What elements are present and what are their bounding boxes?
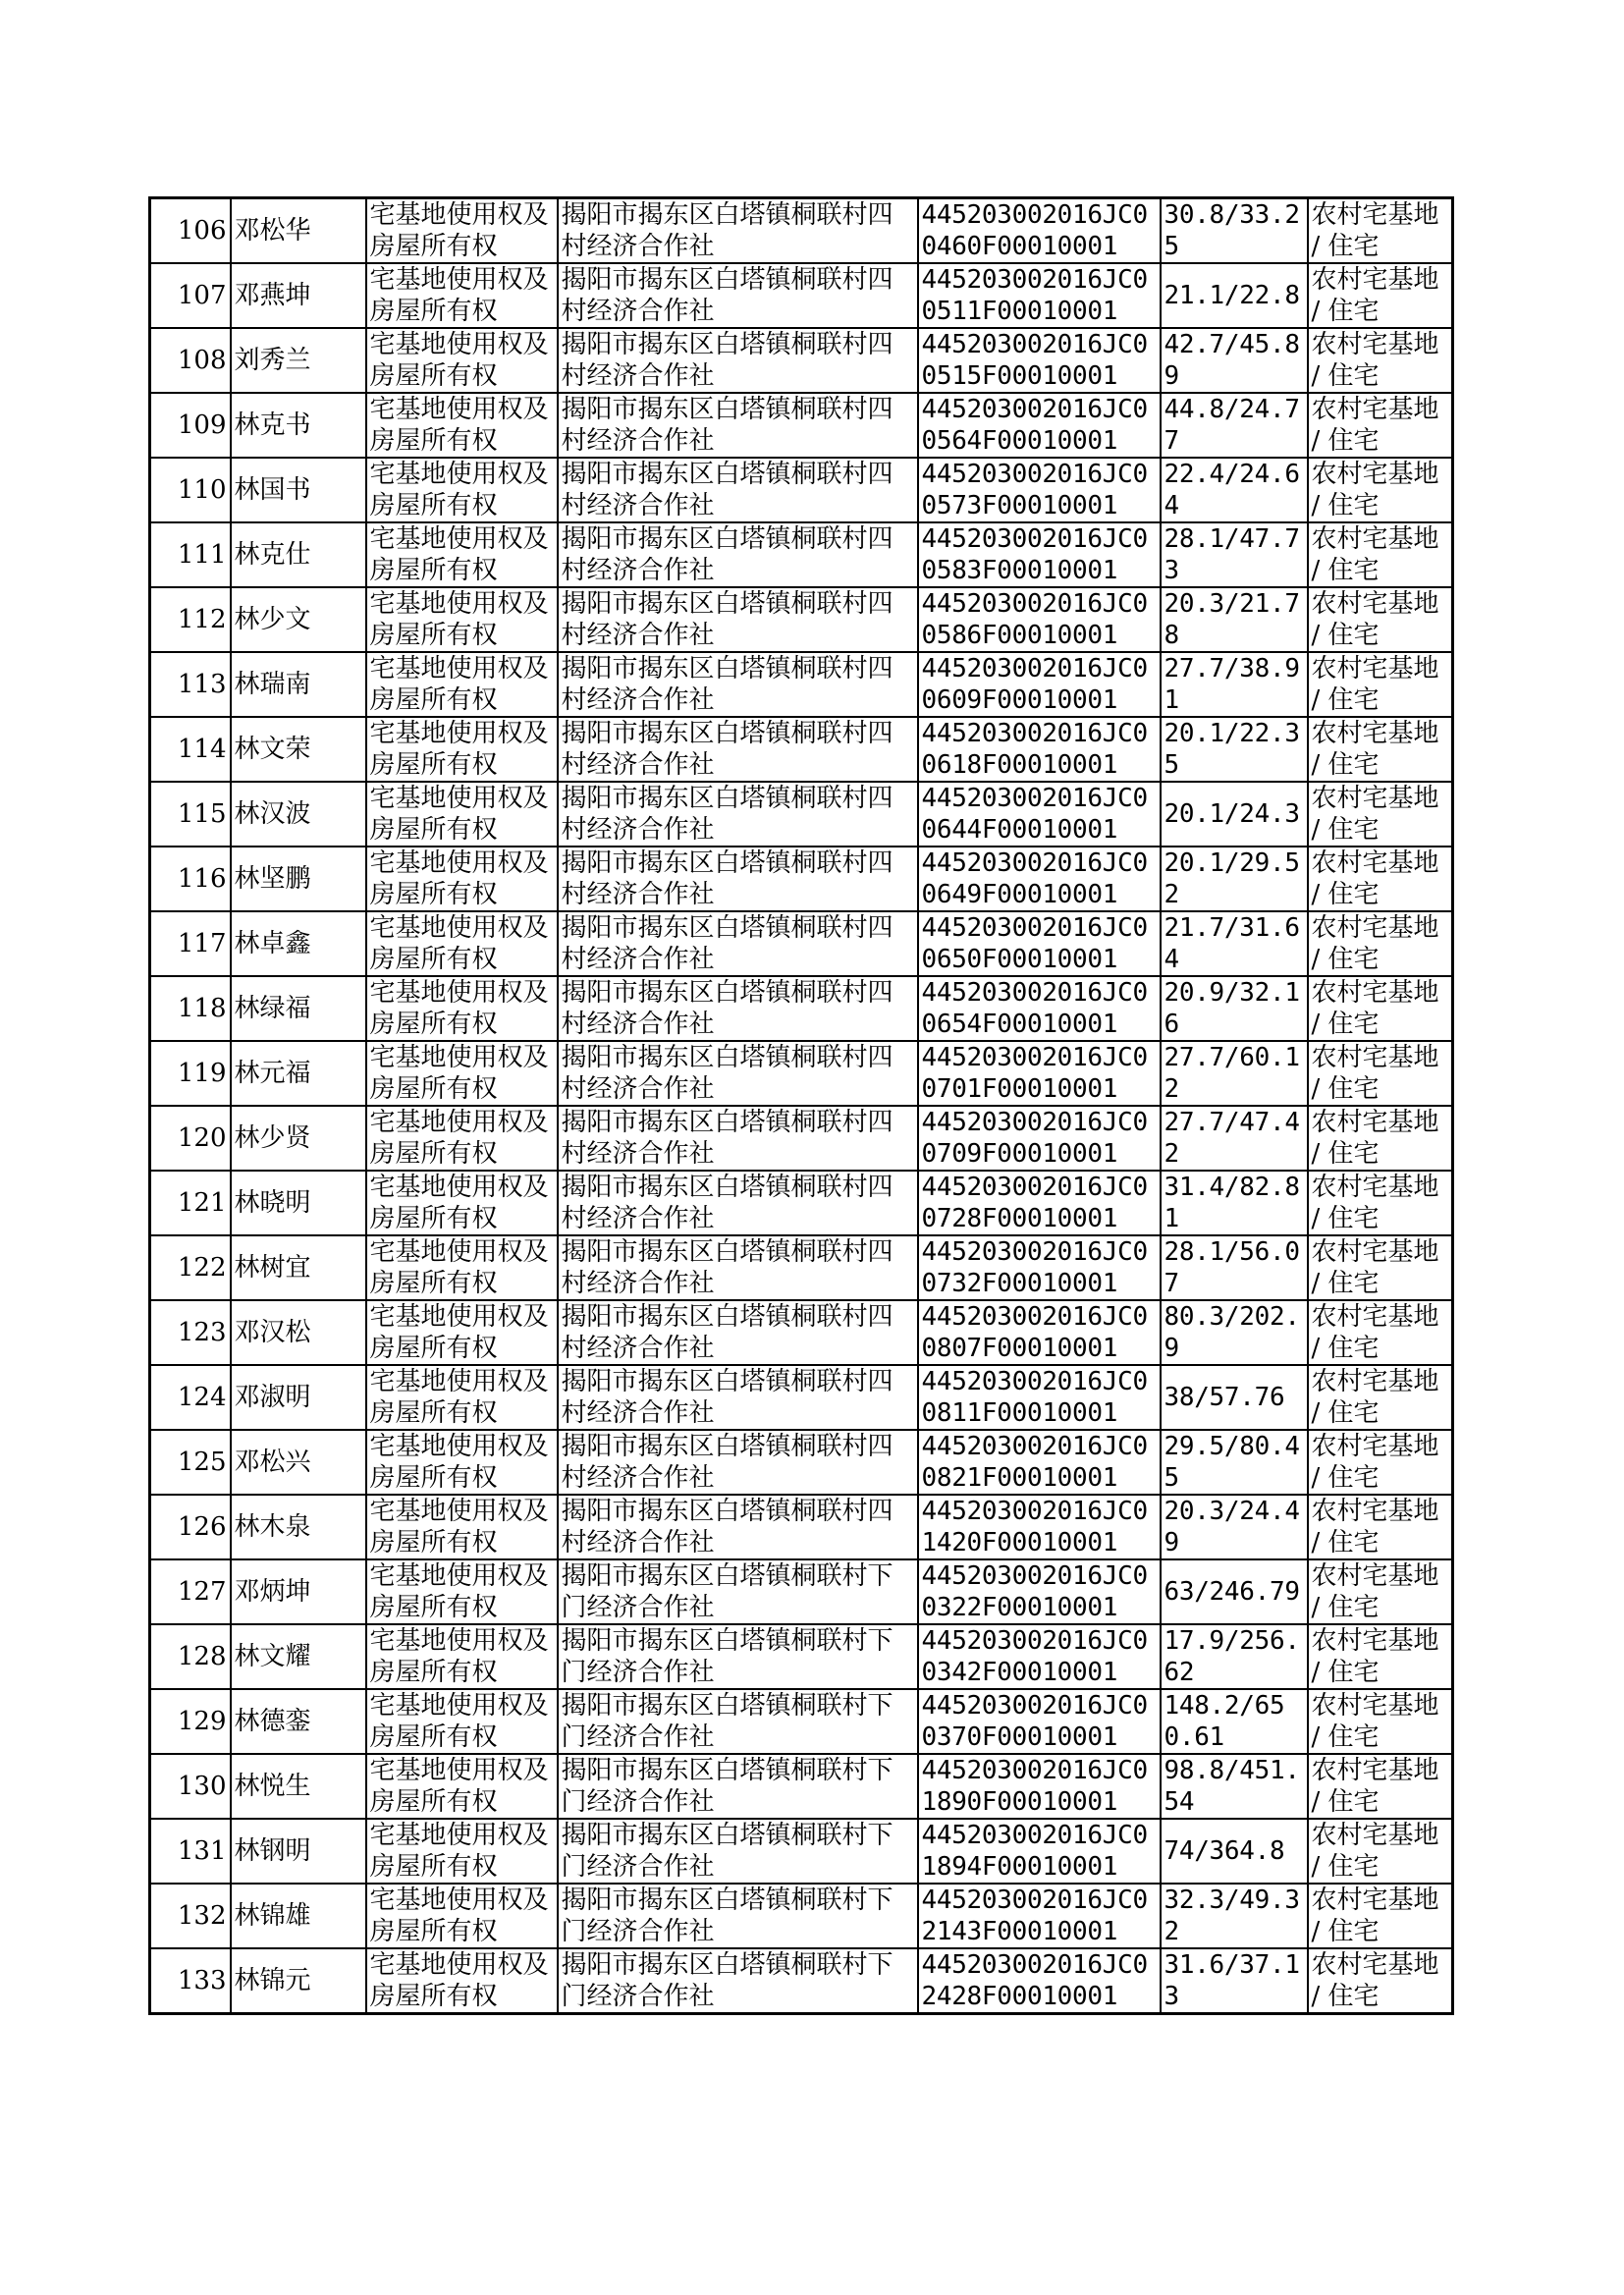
right-type: 宅基地使用权及房屋所有权 bbox=[366, 1754, 558, 1819]
area-value: 21.1/22.8 bbox=[1161, 263, 1308, 328]
area-value: 21.7/31.64 bbox=[1161, 911, 1308, 976]
usage-type: 农村宅基地 / 住宅 bbox=[1308, 1495, 1453, 1559]
area-value: 20.1/29.52 bbox=[1161, 847, 1308, 911]
property-location: 揭阳市揭东区白塔镇桐联村下门经济合作社 bbox=[558, 1754, 918, 1819]
usage-type: 农村宅基地 / 住宅 bbox=[1308, 1559, 1453, 1624]
area-value: 31.6/37.13 bbox=[1161, 1948, 1308, 2014]
owner-name: 邓汉松 bbox=[231, 1300, 366, 1365]
owner-name: 林坚鹏 bbox=[231, 847, 366, 911]
row-number: 114 bbox=[150, 717, 231, 782]
table-row bbox=[150, 1495, 1453, 1559]
usage-type: 农村宅基地 / 住宅 bbox=[1308, 1948, 1453, 2014]
table-row bbox=[150, 1819, 1453, 1884]
owner-name: 林汉波 bbox=[231, 782, 366, 847]
property-location: 揭阳市揭东区白塔镇桐联村四村经济合作社 bbox=[558, 911, 918, 976]
right-type: 宅基地使用权及房屋所有权 bbox=[366, 393, 558, 458]
area-value: 27.7/60.12 bbox=[1161, 1041, 1308, 1106]
usage-type: 农村宅基地 / 住宅 bbox=[1308, 652, 1453, 717]
usage-type: 农村宅基地 / 住宅 bbox=[1308, 1689, 1453, 1754]
owner-name: 林元福 bbox=[231, 1041, 366, 1106]
right-type: 宅基地使用权及房屋所有权 bbox=[366, 1235, 558, 1300]
right-type: 宅基地使用权及房屋所有权 bbox=[366, 782, 558, 847]
unit-code: 445203002016JC00564F00010001 bbox=[918, 393, 1161, 458]
table-row bbox=[150, 1948, 1453, 2014]
usage-type: 农村宅基地 / 住宅 bbox=[1308, 717, 1453, 782]
usage-type: 农村宅基地 / 住宅 bbox=[1308, 782, 1453, 847]
table-row bbox=[150, 263, 1453, 328]
area-value: 80.3/202.9 bbox=[1161, 1300, 1308, 1365]
area-value: 28.1/56.07 bbox=[1161, 1235, 1308, 1300]
table-row bbox=[150, 1559, 1453, 1624]
owner-name: 林锦雄 bbox=[231, 1884, 366, 1948]
row-number: 116 bbox=[150, 847, 231, 911]
area-value: 20.1/22.35 bbox=[1161, 717, 1308, 782]
right-type: 宅基地使用权及房屋所有权 bbox=[366, 587, 558, 652]
usage-type: 农村宅基地 / 住宅 bbox=[1308, 976, 1453, 1041]
right-type: 宅基地使用权及房屋所有权 bbox=[366, 847, 558, 911]
property-location: 揭阳市揭东区白塔镇桐联村下门经济合作社 bbox=[558, 1948, 918, 2014]
table-row bbox=[150, 393, 1453, 458]
right-type: 宅基地使用权及房屋所有权 bbox=[366, 1430, 558, 1495]
area-value: 31.4/82.81 bbox=[1161, 1171, 1308, 1235]
unit-code: 445203002016JC00511F00010001 bbox=[918, 263, 1161, 328]
usage-type: 农村宅基地 / 住宅 bbox=[1308, 328, 1453, 393]
area-value: 20.1/24.3 bbox=[1161, 782, 1308, 847]
owner-name: 林文耀 bbox=[231, 1624, 366, 1689]
row-number: 126 bbox=[150, 1495, 231, 1559]
table-row bbox=[150, 458, 1453, 522]
area-value: 38/57.76 bbox=[1161, 1365, 1308, 1430]
owner-name: 林木泉 bbox=[231, 1495, 366, 1559]
right-type: 宅基地使用权及房屋所有权 bbox=[366, 1106, 558, 1171]
unit-code: 445203002016JC00649F00010001 bbox=[918, 847, 1161, 911]
owner-name: 林克仕 bbox=[231, 522, 366, 587]
property-location: 揭阳市揭东区白塔镇桐联村四村经济合作社 bbox=[558, 522, 918, 587]
unit-code: 445203002016JC00821F00010001 bbox=[918, 1430, 1161, 1495]
usage-type: 农村宅基地 / 住宅 bbox=[1308, 1106, 1453, 1171]
area-value: 20.9/32.16 bbox=[1161, 976, 1308, 1041]
right-type: 宅基地使用权及房屋所有权 bbox=[366, 911, 558, 976]
area-value: 27.7/38.91 bbox=[1161, 652, 1308, 717]
table-row bbox=[150, 1624, 1453, 1689]
usage-type: 农村宅基地 / 住宅 bbox=[1308, 1365, 1453, 1430]
property-location: 揭阳市揭东区白塔镇桐联村四村经济合作社 bbox=[558, 1106, 918, 1171]
property-location: 揭阳市揭东区白塔镇桐联村下门经济合作社 bbox=[558, 1689, 918, 1754]
usage-type: 农村宅基地 / 住宅 bbox=[1308, 1430, 1453, 1495]
property-location: 揭阳市揭东区白塔镇桐联村四村经济合作社 bbox=[558, 1300, 918, 1365]
right-type: 宅基地使用权及房屋所有权 bbox=[366, 652, 558, 717]
property-location: 揭阳市揭东区白塔镇桐联村下门经济合作社 bbox=[558, 1624, 918, 1689]
area-value: 98.8/451.54 bbox=[1161, 1754, 1308, 1819]
table-row bbox=[150, 1171, 1453, 1235]
right-type: 宅基地使用权及房屋所有权 bbox=[366, 976, 558, 1041]
area-value: 17.9/256.62 bbox=[1161, 1624, 1308, 1689]
table-row bbox=[150, 1689, 1453, 1754]
area-value: 20.3/21.78 bbox=[1161, 587, 1308, 652]
owner-name: 邓燕坤 bbox=[231, 263, 366, 328]
property-location: 揭阳市揭东区白塔镇桐联村四村经济合作社 bbox=[558, 587, 918, 652]
table-row bbox=[150, 1106, 1453, 1171]
right-type: 宅基地使用权及房屋所有权 bbox=[366, 1559, 558, 1624]
property-location: 揭阳市揭东区白塔镇桐联村四村经济合作社 bbox=[558, 1430, 918, 1495]
property-location: 揭阳市揭东区白塔镇桐联村下门经济合作社 bbox=[558, 1559, 918, 1624]
owner-name: 林少贤 bbox=[231, 1106, 366, 1171]
property-location: 揭阳市揭东区白塔镇桐联村下门经济合作社 bbox=[558, 1819, 918, 1884]
row-number: 106 bbox=[150, 198, 231, 264]
right-type: 宅基地使用权及房屋所有权 bbox=[366, 1171, 558, 1235]
property-location: 揭阳市揭东区白塔镇桐联村四村经济合作社 bbox=[558, 393, 918, 458]
row-number: 119 bbox=[150, 1041, 231, 1106]
unit-code: 445203002016JC00342F00010001 bbox=[918, 1624, 1161, 1689]
row-number: 122 bbox=[150, 1235, 231, 1300]
area-value: 29.5/80.45 bbox=[1161, 1430, 1308, 1495]
unit-code: 445203002016JC00609F00010001 bbox=[918, 652, 1161, 717]
unit-code: 445203002016JC00515F00010001 bbox=[918, 328, 1161, 393]
owner-name: 刘秀兰 bbox=[231, 328, 366, 393]
owner-name: 林悦生 bbox=[231, 1754, 366, 1819]
table-row bbox=[150, 1365, 1453, 1430]
area-value: 30.8/33.25 bbox=[1161, 198, 1308, 264]
table-row bbox=[150, 1300, 1453, 1365]
unit-code: 445203002016JC00573F00010001 bbox=[918, 458, 1161, 522]
right-type: 宅基地使用权及房屋所有权 bbox=[366, 1884, 558, 1948]
area-value: 63/246.79 bbox=[1161, 1559, 1308, 1624]
table-row bbox=[150, 976, 1453, 1041]
area-value: 42.7/45.89 bbox=[1161, 328, 1308, 393]
row-number: 115 bbox=[150, 782, 231, 847]
row-number: 121 bbox=[150, 1171, 231, 1235]
table-row bbox=[150, 1235, 1453, 1300]
row-number: 110 bbox=[150, 458, 231, 522]
area-value: 28.1/47.73 bbox=[1161, 522, 1308, 587]
unit-code: 445203002016JC00650F00010001 bbox=[918, 911, 1161, 976]
property-location: 揭阳市揭东区白塔镇桐联村四村经济合作社 bbox=[558, 652, 918, 717]
usage-type: 农村宅基地 / 住宅 bbox=[1308, 587, 1453, 652]
right-type: 宅基地使用权及房屋所有权 bbox=[366, 1948, 558, 2014]
table-body bbox=[150, 198, 1453, 2014]
unit-code: 445203002016JC00654F00010001 bbox=[918, 976, 1161, 1041]
row-number: 132 bbox=[150, 1884, 231, 1948]
row-number: 109 bbox=[150, 393, 231, 458]
property-location: 揭阳市揭东区白塔镇桐联村四村经济合作社 bbox=[558, 782, 918, 847]
owner-name: 林绿福 bbox=[231, 976, 366, 1041]
property-location: 揭阳市揭东区白塔镇桐联村四村经济合作社 bbox=[558, 328, 918, 393]
row-number: 129 bbox=[150, 1689, 231, 1754]
table-row bbox=[150, 1041, 1453, 1106]
row-number: 123 bbox=[150, 1300, 231, 1365]
right-type: 宅基地使用权及房屋所有权 bbox=[366, 522, 558, 587]
right-type: 宅基地使用权及房屋所有权 bbox=[366, 1819, 558, 1884]
usage-type: 农村宅基地 / 住宅 bbox=[1308, 911, 1453, 976]
property-location: 揭阳市揭东区白塔镇桐联村四村经济合作社 bbox=[558, 1041, 918, 1106]
row-number: 124 bbox=[150, 1365, 231, 1430]
usage-type: 农村宅基地 / 住宅 bbox=[1308, 522, 1453, 587]
unit-code: 445203002016JC00460F00010001 bbox=[918, 198, 1161, 264]
row-number: 118 bbox=[150, 976, 231, 1041]
table-row bbox=[150, 198, 1453, 264]
owner-name: 林文荣 bbox=[231, 717, 366, 782]
unit-code: 445203002016JC02143F00010001 bbox=[918, 1884, 1161, 1948]
area-value: 74/364.8 bbox=[1161, 1819, 1308, 1884]
table-row bbox=[150, 847, 1453, 911]
row-number: 131 bbox=[150, 1819, 231, 1884]
owner-name: 邓松华 bbox=[231, 198, 366, 264]
unit-code: 445203002016JC02428F00010001 bbox=[918, 1948, 1161, 2014]
table-row bbox=[150, 652, 1453, 717]
owner-name: 林树宜 bbox=[231, 1235, 366, 1300]
unit-code: 445203002016JC00586F00010001 bbox=[918, 587, 1161, 652]
row-number: 107 bbox=[150, 263, 231, 328]
owner-name: 林晓明 bbox=[231, 1171, 366, 1235]
registry-table bbox=[148, 196, 1454, 2015]
table-row bbox=[150, 587, 1453, 652]
unit-code: 445203002016JC00644F00010001 bbox=[918, 782, 1161, 847]
unit-code: 445203002016JC00583F00010001 bbox=[918, 522, 1161, 587]
table-row bbox=[150, 328, 1453, 393]
owner-name: 林德銮 bbox=[231, 1689, 366, 1754]
usage-type: 农村宅基地 / 住宅 bbox=[1308, 1300, 1453, 1365]
owner-name: 邓淑明 bbox=[231, 1365, 366, 1430]
owner-name: 林瑞南 bbox=[231, 652, 366, 717]
row-number: 133 bbox=[150, 1948, 231, 2014]
owner-name: 林少文 bbox=[231, 587, 366, 652]
unit-code: 445203002016JC00370F00010001 bbox=[918, 1689, 1161, 1754]
right-type: 宅基地使用权及房屋所有权 bbox=[366, 1041, 558, 1106]
usage-type: 农村宅基地 / 住宅 bbox=[1308, 1171, 1453, 1235]
row-number: 112 bbox=[150, 587, 231, 652]
row-number: 108 bbox=[150, 328, 231, 393]
unit-code: 445203002016JC00732F00010001 bbox=[918, 1235, 1161, 1300]
owner-name: 邓炳坤 bbox=[231, 1559, 366, 1624]
property-location: 揭阳市揭东区白塔镇桐联村四村经济合作社 bbox=[558, 847, 918, 911]
right-type: 宅基地使用权及房屋所有权 bbox=[366, 1495, 558, 1559]
right-type: 宅基地使用权及房屋所有权 bbox=[366, 328, 558, 393]
right-type: 宅基地使用权及房屋所有权 bbox=[366, 458, 558, 522]
usage-type: 农村宅基地 / 住宅 bbox=[1308, 198, 1453, 264]
row-number: 125 bbox=[150, 1430, 231, 1495]
area-value: 20.3/24.49 bbox=[1161, 1495, 1308, 1559]
table-row bbox=[150, 911, 1453, 976]
row-number: 127 bbox=[150, 1559, 231, 1624]
unit-code: 445203002016JC00701F00010001 bbox=[918, 1041, 1161, 1106]
usage-type: 农村宅基地 / 住宅 bbox=[1308, 1235, 1453, 1300]
property-location: 揭阳市揭东区白塔镇桐联村四村经济合作社 bbox=[558, 198, 918, 264]
owner-name: 邓松兴 bbox=[231, 1430, 366, 1495]
row-number: 128 bbox=[150, 1624, 231, 1689]
row-number: 120 bbox=[150, 1106, 231, 1171]
usage-type: 农村宅基地 / 住宅 bbox=[1308, 1884, 1453, 1948]
area-value: 32.3/49.32 bbox=[1161, 1884, 1308, 1948]
usage-type: 农村宅基地 / 住宅 bbox=[1308, 1754, 1453, 1819]
unit-code: 445203002016JC00322F00010001 bbox=[918, 1559, 1161, 1624]
right-type: 宅基地使用权及房屋所有权 bbox=[366, 198, 558, 264]
area-value: 22.4/24.64 bbox=[1161, 458, 1308, 522]
owner-name: 林钢明 bbox=[231, 1819, 366, 1884]
property-location: 揭阳市揭东区白塔镇桐联村四村经济合作社 bbox=[558, 976, 918, 1041]
table-row bbox=[150, 1754, 1453, 1819]
property-location: 揭阳市揭东区白塔镇桐联村四村经济合作社 bbox=[558, 458, 918, 522]
property-location: 揭阳市揭东区白塔镇桐联村四村经济合作社 bbox=[558, 717, 918, 782]
row-number: 117 bbox=[150, 911, 231, 976]
usage-type: 农村宅基地 / 住宅 bbox=[1308, 1819, 1453, 1884]
unit-code: 445203002016JC01420F00010001 bbox=[918, 1495, 1161, 1559]
usage-type: 农村宅基地 / 住宅 bbox=[1308, 263, 1453, 328]
property-location: 揭阳市揭东区白塔镇桐联村四村经济合作社 bbox=[558, 1171, 918, 1235]
row-number: 130 bbox=[150, 1754, 231, 1819]
property-location: 揭阳市揭东区白塔镇桐联村四村经济合作社 bbox=[558, 1365, 918, 1430]
unit-code: 445203002016JC00811F00010001 bbox=[918, 1365, 1161, 1430]
right-type: 宅基地使用权及房屋所有权 bbox=[366, 1365, 558, 1430]
right-type: 宅基地使用权及房屋所有权 bbox=[366, 1689, 558, 1754]
owner-name: 林国书 bbox=[231, 458, 366, 522]
owner-name: 林锦元 bbox=[231, 1948, 366, 2014]
unit-code: 445203002016JC00709F00010001 bbox=[918, 1106, 1161, 1171]
table-row bbox=[150, 1430, 1453, 1495]
usage-type: 农村宅基地 / 住宅 bbox=[1308, 393, 1453, 458]
area-value: 44.8/24.77 bbox=[1161, 393, 1308, 458]
property-location: 揭阳市揭东区白塔镇桐联村四村经济合作社 bbox=[558, 1495, 918, 1559]
right-type: 宅基地使用权及房屋所有权 bbox=[366, 1624, 558, 1689]
row-number: 111 bbox=[150, 522, 231, 587]
unit-code: 445203002016JC00618F00010001 bbox=[918, 717, 1161, 782]
table-row bbox=[150, 522, 1453, 587]
right-type: 宅基地使用权及房屋所有权 bbox=[366, 1300, 558, 1365]
unit-code: 445203002016JC01890F00010001 bbox=[918, 1754, 1161, 1819]
owner-name: 林克书 bbox=[231, 393, 366, 458]
property-location: 揭阳市揭东区白塔镇桐联村下门经济合作社 bbox=[558, 1884, 918, 1948]
property-location: 揭阳市揭东区白塔镇桐联村四村经济合作社 bbox=[558, 1235, 918, 1300]
right-type: 宅基地使用权及房屋所有权 bbox=[366, 717, 558, 782]
row-number: 113 bbox=[150, 652, 231, 717]
table-row bbox=[150, 782, 1453, 847]
area-value: 27.7/47.42 bbox=[1161, 1106, 1308, 1171]
right-type: 宅基地使用权及房屋所有权 bbox=[366, 263, 558, 328]
usage-type: 农村宅基地 / 住宅 bbox=[1308, 1041, 1453, 1106]
unit-code: 445203002016JC00807F00010001 bbox=[918, 1300, 1161, 1365]
usage-type: 农村宅基地 / 住宅 bbox=[1308, 458, 1453, 522]
unit-code: 445203002016JC01894F00010001 bbox=[918, 1819, 1161, 1884]
usage-type: 农村宅基地 / 住宅 bbox=[1308, 1624, 1453, 1689]
owner-name: 林卓鑫 bbox=[231, 911, 366, 976]
usage-type: 农村宅基地 / 住宅 bbox=[1308, 847, 1453, 911]
area-value: 148.2/650.61 bbox=[1161, 1689, 1308, 1754]
property-location: 揭阳市揭东区白塔镇桐联村四村经济合作社 bbox=[558, 263, 918, 328]
table-row bbox=[150, 1884, 1453, 1948]
table-row bbox=[150, 717, 1453, 782]
unit-code: 445203002016JC00728F00010001 bbox=[918, 1171, 1161, 1235]
